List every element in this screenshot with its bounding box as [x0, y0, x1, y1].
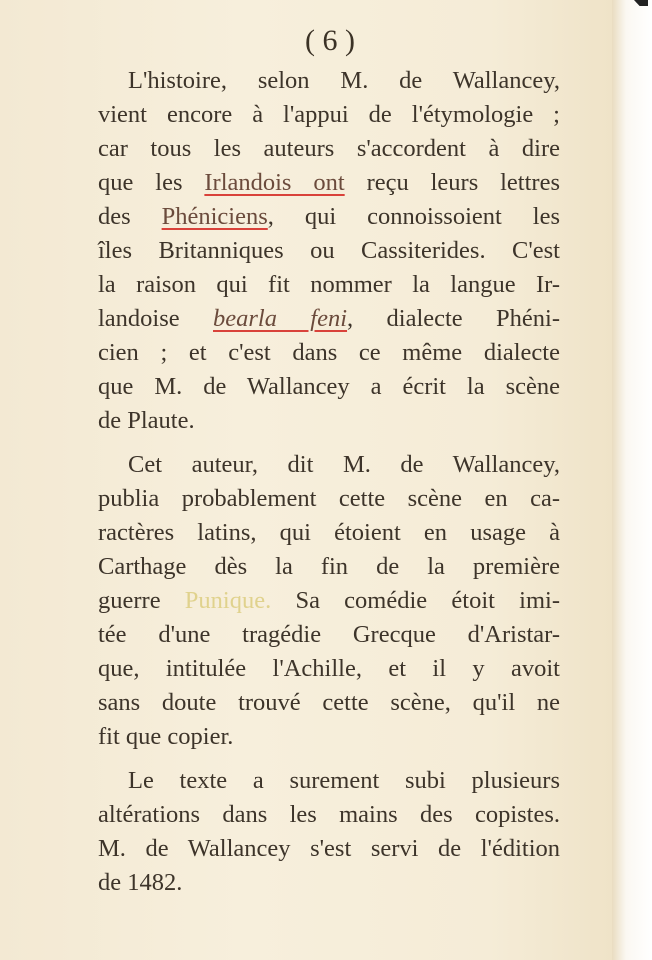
- text-line: fit que copier.: [98, 723, 234, 750]
- text-line: de Plaute.: [98, 407, 195, 434]
- text-line: ractères latins, qui étoient en usage à: [98, 519, 560, 546]
- highlighted-word: Punique.: [184, 587, 272, 614]
- text-line: que les Irlandois ont reçu leurs lettres: [98, 169, 560, 196]
- text-line: tée d'une tragédie Grecque d'Aristar-: [98, 621, 560, 648]
- text-line: la raison qui fit nommer la langue Ir-: [98, 271, 560, 298]
- body-text: [98, 64, 560, 900]
- text-line: îles Britanniques ou Cassiterides. C'est: [98, 237, 560, 264]
- page-number: ( 6 ): [305, 24, 355, 57]
- text-line: des Phéniciens, qui connoissoient les: [98, 203, 560, 230]
- underlined-phrase: Phéniciens: [161, 203, 268, 230]
- text-line: sans doute trouvé cette scène, qu'il ne: [98, 689, 560, 716]
- text-line: cien ; et c'est dans ce même dialecte: [98, 339, 560, 366]
- text-line: que M. de Wallancey a écrit la scène: [98, 373, 560, 400]
- underlined-phrase: Irlandois ont: [204, 169, 345, 196]
- text-line: L'histoire, selon M. de Wallancey,: [128, 67, 560, 94]
- underlined-phrase: bearla feni: [213, 305, 348, 332]
- text-line: landoise bearla feni, dialecte Phéni-: [98, 305, 560, 332]
- page-edge: [612, 0, 652, 960]
- text-line: Le texte a surement subi plusieurs: [128, 767, 560, 794]
- text-line: guerre Punique. Sa comédie étoit imi-: [98, 587, 560, 614]
- text-line: vient encore à l'appui de l'étymologie ;: [98, 101, 560, 128]
- text-line: de 1482.: [98, 869, 183, 896]
- text-line: Carthage dès la fin de la première: [98, 553, 560, 580]
- text-line: publia probablement cette scène en ca-: [98, 485, 560, 512]
- text-line: que, intitulée l'Achille, et il y avoit: [98, 655, 560, 682]
- text-line: Cet auteur, dit M. de Wallancey,: [128, 451, 560, 478]
- text-line: car tous les auteurs s'accordent à dire: [98, 135, 560, 162]
- text-line: altérations dans les mains des copistes.: [98, 801, 560, 828]
- text-line: M. de Wallancey s'est servi de l'édition: [98, 835, 560, 862]
